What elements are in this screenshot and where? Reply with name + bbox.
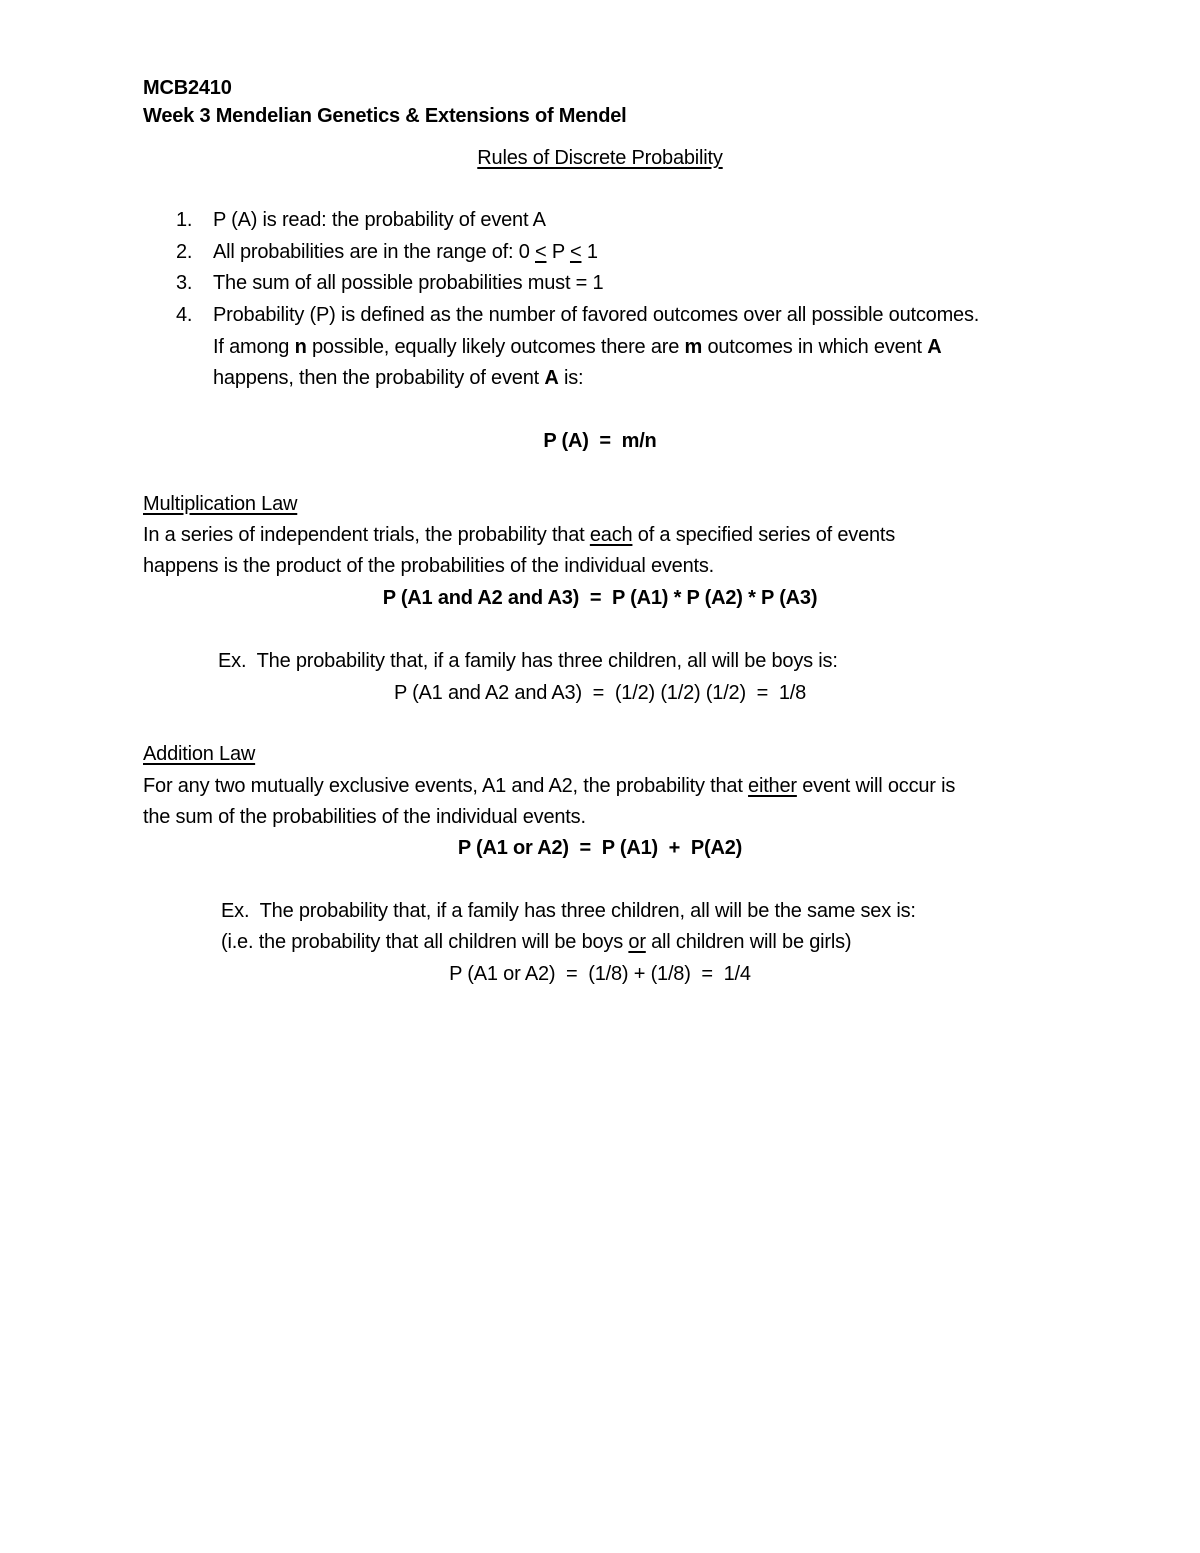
multiplication-law-description-continued: happens is the product of the probabilities of the individual events. <box>143 555 715 577</box>
addition-example-formula: P (A1 or A2) = (1/8) + (1/8) = 1/4 <box>449 963 751 985</box>
addition-law-formula: P (A1 or A2) = P (A1) + P(A2) <box>457 837 743 859</box>
rule-text-continued: If among n possible, equally likely outcomes there are m outcomes in which event A <box>213 336 942 358</box>
rule-number: 2. <box>176 241 193 263</box>
rule-number: 3. <box>176 272 193 294</box>
multiplication-law-description: In a series of independent trials, the probability that each of a specified series of events <box>143 524 896 546</box>
rule-number: 1. <box>176 209 193 231</box>
addition-law-description-continued: the sum of the probabilities of the individual events. <box>143 806 586 828</box>
rule-text-continued: happens, then the probability of event A is: <box>213 367 584 389</box>
multiplication-law-formula: P (A1 and A2 and A3) = P (A1) * P (A2) * P (A3) <box>382 587 818 609</box>
probability-formula: P (A) = m/n <box>543 430 657 452</box>
rules-title: Rules of Discrete Probability <box>477 147 723 169</box>
rule-text: Probability (P) is defined as the number of favored outcomes over all possible outcomes. <box>213 304 980 326</box>
rule-text: P (A) is read: the probability of event A <box>213 209 546 231</box>
multiplication-example: Ex. The probability that, if a family has three children, all will be boys is: <box>218 650 838 672</box>
multiplication-law-heading: Multiplication Law <box>143 493 298 515</box>
week-title: Week 3 Mendelian Genetics & Extensions of Mendel <box>143 105 627 127</box>
addition-example-note: (i.e. the probability that all children will be boys or all children will be girls) <box>221 931 852 953</box>
addition-example: Ex. The probability that, if a family has three children, all will be the same sex is: <box>221 900 916 922</box>
addition-law-description: For any two mutually exclusive events, A1 and A2, the probability that either event will occur is <box>143 775 956 797</box>
course-code: MCB2410 <box>143 77 232 99</box>
rule-number: 4. <box>176 304 193 326</box>
addition-law-heading: Addition Law <box>143 743 256 765</box>
rule-text: The sum of all possible probabilities must = 1 <box>213 272 604 294</box>
multiplication-example-formula: P (A1 and A2 and A3) = (1/2) (1/2) (1/2) = 1/8 <box>393 682 807 704</box>
rule-text: All probabilities are in the range of: 0 < P < 1 <box>213 241 598 263</box>
